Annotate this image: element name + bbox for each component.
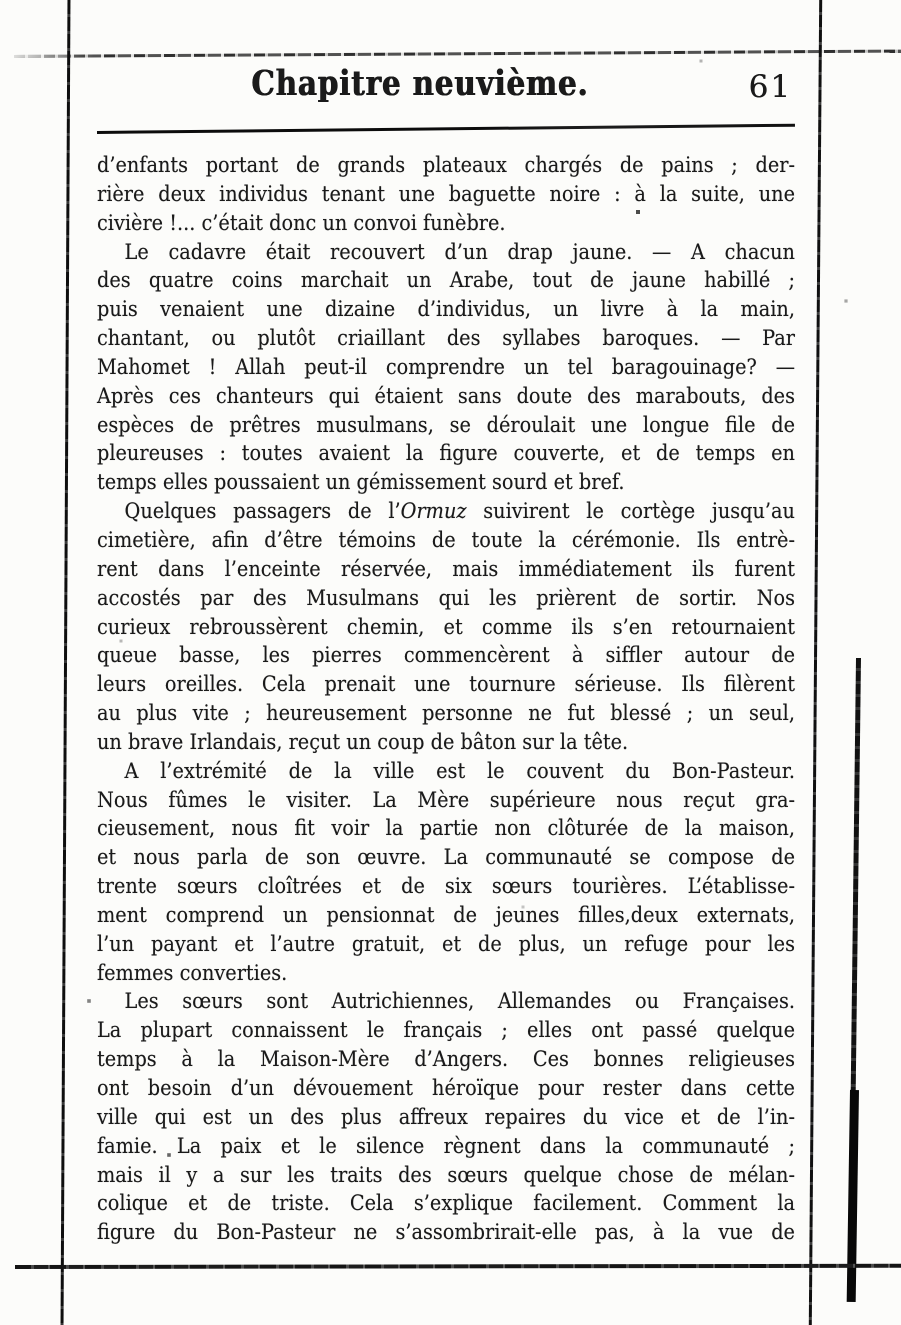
text-line: et nous parla de son œuvre. La communauté se compose de: [97, 845, 795, 870]
text-line: temps elles poussaient un gémissement sourd et bref.: [97, 470, 625, 495]
text-line: cimetière, afin d’être témoins de toute la cérémonie. Ils entrè-: [97, 527, 795, 552]
text-line: ment comprend un pensionnat de jeunes filles,deux externats,: [97, 902, 795, 927]
outer-page-edge-thick-line: [847, 1090, 859, 1302]
text-line: ville qui est un des plus affreux repaires du vice et de l’in-: [97, 1104, 795, 1129]
right-margin-line: [809, 0, 822, 1325]
text-segment: Quelques passagers de l’: [124, 499, 401, 524]
text-line: figure du Bon-Pasteur ne s’assombrirait-elle pas, à la vue de: [97, 1220, 795, 1245]
text-line: l’un payant et l’autre gratuit, et de plus, un refuge pour les: [97, 931, 795, 956]
text-line: Les sœurs sont Autrichiennes, Allemandes ou Françaises.: [124, 989, 795, 1014]
text-line: Après ces chanteurs qui étaient sans doute des marabouts, des: [97, 383, 795, 408]
text-line: colique et de triste. Cela s’explique facilement. Comment la: [97, 1191, 795, 1216]
text-line: pleureuses : toutes avaient la figure couverte, et de temps en: [97, 441, 795, 466]
text-line: temps à la Maison-Mère d’Angers. Ces bonnes religieuses: [97, 1047, 795, 1072]
text-line: femmes converties.: [97, 960, 288, 985]
text-line: queue basse, les pierres commencèrent à siffler autour de: [97, 643, 795, 668]
text-line: cieusement, nous fit voir la partie non clôturée de la maison,: [97, 816, 795, 841]
ship-name-italic: Ormuz: [400, 499, 467, 524]
text-line: rière deux individus tenant une baguette noire : à la suite, une: [97, 181, 795, 206]
text-line: accostés par des Musulmans qui les prièrent de sortir. Nos: [97, 585, 795, 610]
text-line: famie. La paix et le silence règnent dans la communauté ;: [97, 1133, 795, 1158]
text-segment: suivirent le cortège jusqu’au: [466, 499, 795, 524]
text-line: des quatre coins marchait un Arabe, tout de jaune habillé ;: [97, 268, 795, 293]
top-scan-edge-line: [14, 50, 901, 58]
text-line: rent dans l’enceinte réservée, mais immédiatement ils furent: [97, 556, 795, 581]
chapter-title: Chapitre neuvième.: [251, 63, 589, 104]
text-line: Nous fûmes le visiter. La Mère supérieure nous reçut gra-: [97, 787, 795, 812]
paragraph: [97, 757, 795, 988]
body-text: [97, 151, 795, 1247]
text-line: ont besoin d’un dévouement héroïque pour rester dans cette: [97, 1076, 795, 1100]
paragraph: [97, 987, 795, 1247]
text-line: au plus vite ; heureusement personne ne fut blessé ; un seul,: [97, 701, 795, 726]
text-line: puis venaient une dizaine d’individus, un livre à la main,: [97, 297, 795, 322]
text-line: A l’extrémité de la ville est le couvent du Bon-Pasteur.: [124, 758, 795, 783]
outer-page-edge-line: [850, 658, 860, 1128]
text-line: mais il y a sur les traits des sœurs quelque chose de mélan-: [97, 1162, 795, 1187]
left-margin-line: [61, 0, 71, 1325]
text-line: leurs oreilles. Cela prenait une tournure sérieuse. Ils filèrent: [97, 672, 795, 697]
paragraph: [97, 238, 795, 498]
text-line: Le cadavre était recouvert d’un drap jaune. — A chacun: [124, 239, 795, 264]
text-line: espèces de prêtres musulmans, se déroulait une longue file de: [97, 412, 795, 437]
text-line: [97, 497, 795, 526]
bottom-scan-edge-line: [15, 1264, 901, 1269]
scan-speckles: [0, 0, 2, 2]
paragraph: [97, 497, 795, 757]
text-line: d’enfants portant de grands plateaux chargés de pains ; der-: [97, 153, 795, 177]
text-line: La plupart connaissent le français ; elles ont passé quelque: [97, 1018, 795, 1043]
text-line: trente sœurs cloîtrées et de six sœurs tourières. L’établisse-: [97, 874, 795, 899]
text-line: Mahomet ! Allah peut-il comprendre un tel baragouinage? —: [97, 354, 795, 379]
text-line: civière !... c’était donc un convoi funèbre.: [97, 210, 506, 235]
paragraph: [97, 151, 795, 238]
header-rule: [97, 124, 795, 135]
text-line: curieux rebroussèrent chemin, et comme ils s’en retournaient: [97, 614, 795, 639]
page-number: 61: [748, 69, 792, 105]
text-line: chantant, ou plutôt criaillant des syllabes baroques. — Par: [97, 326, 795, 351]
text-line: un brave Irlandais, reçut un coup de bâton sur la tête.: [97, 729, 629, 754]
